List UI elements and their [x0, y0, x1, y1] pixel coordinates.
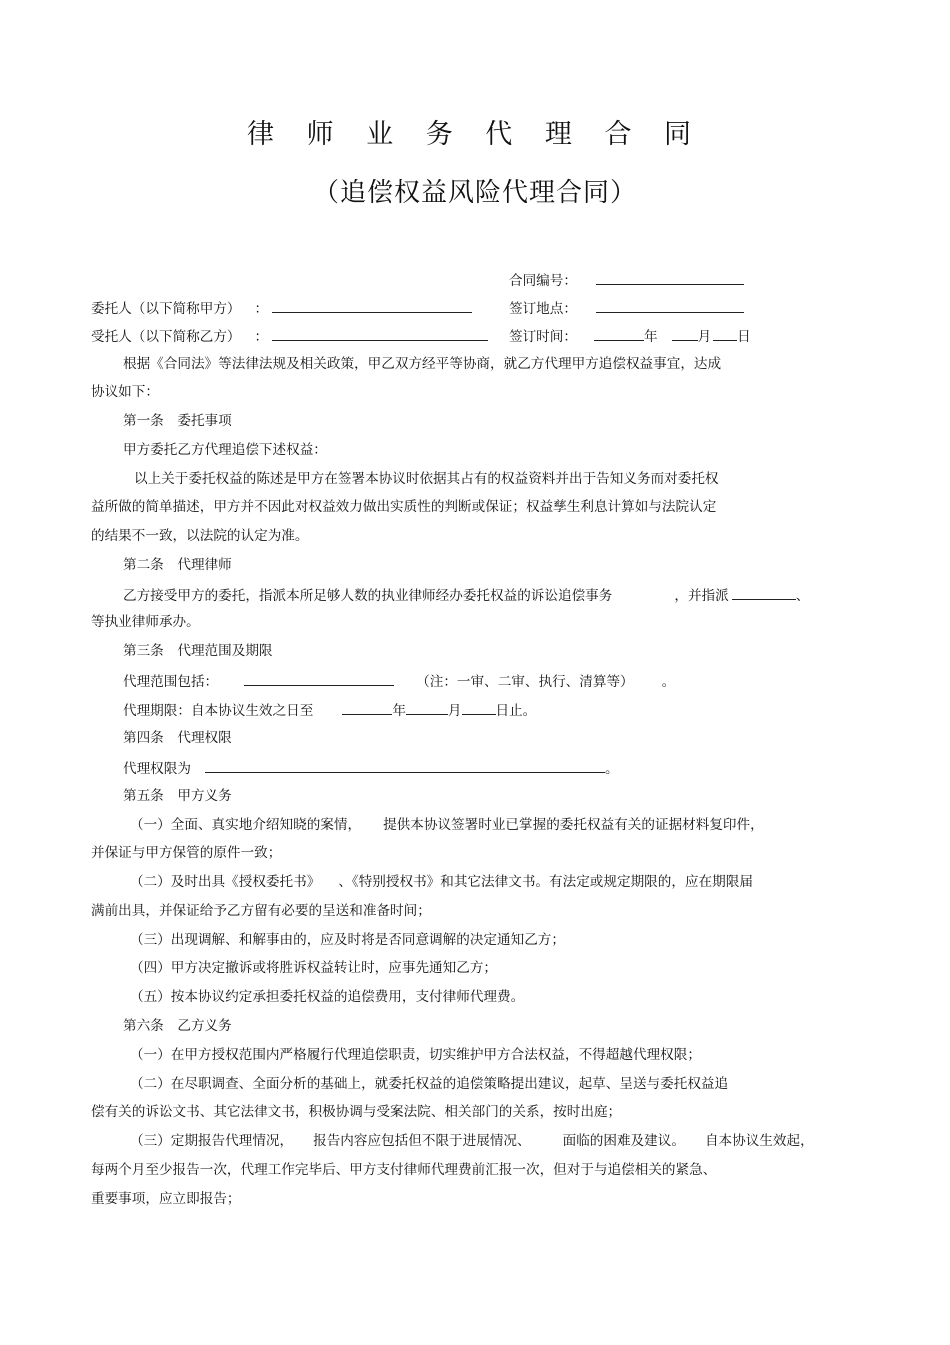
- article-6-item-3-part-a: （三）定期报告代理情况，: [130, 1133, 294, 1149]
- client-label: 委托人（以下简称甲方）: [91, 301, 241, 317]
- sign-place-blank[interactable]: [596, 298, 744, 313]
- agency-scope-note: （注：一审、二审、执行、清算等）: [416, 674, 634, 690]
- agency-authority-line: [123, 758, 619, 778]
- article-4-heading: 第四条 代理权限: [123, 730, 232, 746]
- article-5-item-2-part-a: （二）及时出具《授权委托书》: [130, 874, 321, 890]
- intro-line-1: 根据《合同法》等法律法规及相关政策，甲乙双方经平等协商，就乙方代理甲方追偿权益事宜，达成: [123, 356, 722, 372]
- contract-no-field: [509, 270, 744, 290]
- article-5-item-2-part-b: 、《特别授权书》和其它法律文书。有法定或规定期限的，应在期限届: [338, 874, 753, 890]
- agency-scope-blank[interactable]: [244, 671, 394, 686]
- agent-colon: ：: [254, 329, 269, 345]
- article-5-item-1-part-a: （一）全面、真实地介绍知晓的案情，: [130, 817, 362, 833]
- term-day-unit: 日止。: [495, 703, 537, 719]
- article-5-item-3: （三）出现调解、和解事由的，应及时将是否同意调解的决定通知乙方；: [130, 932, 565, 948]
- article-5-item-1-line-1: [130, 816, 764, 834]
- agent-field: [91, 326, 488, 346]
- article-6-heading: 第六条 乙方义务: [123, 1018, 232, 1034]
- article-1-line-1: 甲方委托乙方代理追偿下述权益：: [123, 442, 327, 458]
- agency-authority-blank[interactable]: [205, 758, 605, 773]
- sign-day-blank[interactable]: [713, 326, 737, 341]
- sign-place-field: [509, 298, 744, 318]
- lawyer-name-blank[interactable]: [732, 585, 796, 600]
- sign-year-blank[interactable]: [594, 326, 644, 341]
- sign-time-label: 签订时间：: [509, 329, 577, 345]
- article-6-item-2-line-1: （二）在尽职调查、全面分析的基础上，就委托权益的追偿策略提出建议，起草、呈送与委托权益追: [130, 1076, 729, 1092]
- article-6-item-2-line-2: 偿有关的诉讼文书、其它法律文书，积极协调与受案法院、相关部门的关系，按时出庭；: [91, 1104, 622, 1120]
- article-5-item-1-line-2: 并保证与甲方保管的原件一致；: [91, 845, 282, 861]
- article-5-item-4: （四）甲方决定撤诉或将胜诉权益转让时，应事先通知乙方；: [130, 960, 498, 976]
- article-6-item-1: （一）在甲方授权范围内严格履行代理追偿职责，切实维护甲方合法权益，不得超越代理权限；: [130, 1047, 701, 1063]
- client-colon: ：: [254, 301, 269, 317]
- agency-authority-label: 代理权限为: [123, 761, 191, 777]
- sign-year-unit: 年: [643, 329, 658, 345]
- article-5-item-5: （五）按本协议约定承担委托权益的追偿费用，支付律师代理费。: [130, 989, 525, 1005]
- intro-line-2: 协议如下：: [91, 384, 159, 400]
- agency-scope-line: [123, 671, 675, 691]
- agency-scope-label: 代理范围包括：: [123, 674, 219, 690]
- article-1-para-line-1: 以上关于委托权益的陈述是甲方在签署本协议时依据其占有的权益资料并出于告知义务而对委托权: [134, 471, 719, 487]
- article-1-para-line-3: 的结果不一致，以法院的认定为准。: [91, 528, 309, 544]
- article-6-item-3-part-c: 面临的困难及建议。: [562, 1133, 685, 1149]
- contract-no-blank[interactable]: [596, 270, 744, 285]
- article-6-item-3-line-1: [130, 1132, 814, 1150]
- sign-place-label: 签订地点：: [509, 301, 577, 317]
- article-6-item-3-part-b: 报告内容应包括但不限于进展情况、: [313, 1133, 531, 1149]
- agency-term-label: 代理期限：自本协议生效之日至: [123, 703, 314, 719]
- agency-scope-end: 。: [661, 674, 676, 690]
- document-title: 律 师 业 务 代 理 合 同: [246, 119, 704, 150]
- client-field: [91, 298, 472, 318]
- article-1-heading: 第一条 委托事项: [123, 413, 232, 429]
- article-6-item-3-part-d: 自本协议生效起，: [704, 1133, 814, 1149]
- article-2-heading: 第二条 代理律师: [123, 557, 232, 573]
- article-3-heading: 第三条 代理范围及期限: [123, 643, 273, 659]
- sign-month-unit: 月: [697, 329, 712, 345]
- article-5-heading: 第五条 甲方义务: [123, 788, 232, 804]
- term-year-unit: 年: [392, 703, 406, 719]
- term-month-blank[interactable]: [406, 700, 448, 715]
- article-2-separator: 、: [795, 588, 810, 604]
- article-6-item-3-line-3: 重要事项，应立即报告；: [91, 1191, 241, 1207]
- agency-authority-end: 。: [604, 761, 619, 777]
- article-2-line-2: 等执业律师承办。: [91, 614, 200, 630]
- article-2-line-1: [123, 585, 809, 605]
- article-6-item-3-line-2: 每两个月至少报告一次，代理工作完毕后、甲方支付律师代理费前汇报一次，但对于与追偿相关的紧急、: [91, 1162, 717, 1178]
- article-2-assign-label: ，并指派: [674, 588, 729, 604]
- term-day-blank[interactable]: [462, 700, 496, 715]
- contract-no-label: 合同编号：: [509, 273, 577, 289]
- sign-month-blank[interactable]: [672, 326, 698, 341]
- term-year-blank[interactable]: [342, 700, 392, 715]
- agent-label: 受托人（以下简称乙方）: [91, 329, 241, 345]
- article-5-item-1-part-b: 提供本协议签署时业已掌握的委托权益有关的证据材料复印件，: [383, 817, 764, 833]
- article-2-line-1-text: 乙方接受甲方的委托，指派本所足够人数的执业律师经办委托权益的诉讼追偿事务: [123, 588, 613, 604]
- article-1-para-line-2: 益所做的简单描述，甲方并不因此对权益效力做出实质性的判断或保证；权益孳生利息计算如与法院认定: [91, 499, 717, 515]
- article-5-item-2-line-1: [130, 873, 753, 891]
- sign-time-field: [509, 326, 751, 346]
- sign-day-unit: 日: [737, 329, 751, 345]
- document-subtitle: （追偿权益风险代理合同）: [312, 178, 637, 208]
- article-5-item-2-line-2: 满前出具，并保证给予乙方留有必要的呈送和准备时间；: [91, 903, 431, 919]
- agent-blank[interactable]: [272, 326, 488, 341]
- client-blank[interactable]: [272, 298, 472, 313]
- term-month-unit: 月: [447, 703, 462, 719]
- agency-term-line: [123, 700, 536, 720]
